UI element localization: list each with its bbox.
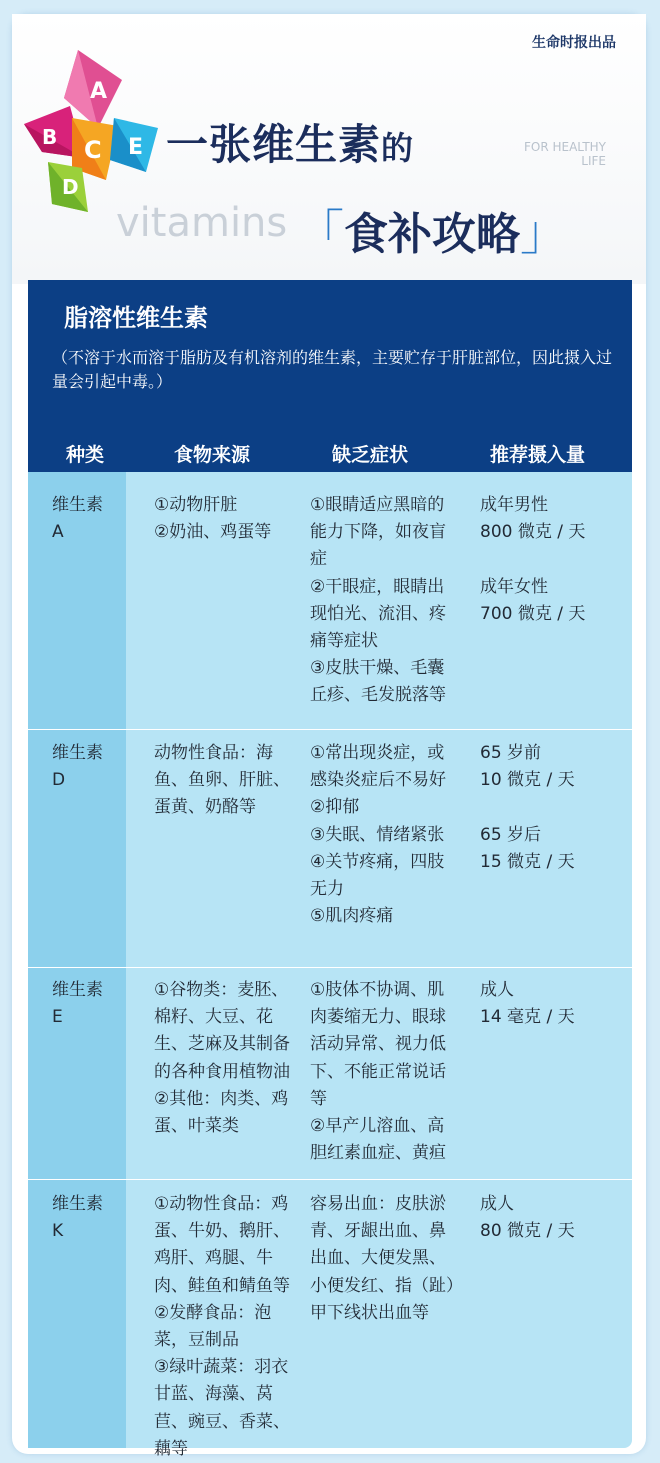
row-divider — [126, 967, 632, 968]
logo-letter-a: A — [90, 79, 108, 104]
column-header-symptoms: 缺乏症状 — [332, 444, 409, 466]
type-column-background — [28, 472, 126, 1448]
vitamin-prism-logo — [18, 40, 168, 210]
column-header-intake: 推荐摄入量 — [490, 444, 586, 466]
cell-food: 动物性食品：海鱼、鱼卵、肝脏、蛋黄、奶酪等 — [154, 743, 290, 818]
cell-type: 维生素 D — [52, 743, 103, 791]
vitamins-watermark: vitamins — [116, 200, 288, 246]
title-suffix: 的 — [381, 129, 415, 167]
title-subtitle-text: 食补攻略 — [344, 209, 521, 260]
vitamin-table — [28, 280, 632, 1459]
column-header-type: 种类 — [66, 444, 105, 466]
logo-letter-c: C — [84, 136, 102, 164]
row-divider — [126, 729, 632, 730]
english-tagline-2: LIFE — [581, 154, 606, 168]
logo-letter-b: B — [42, 125, 58, 149]
title-line-1 — [166, 112, 414, 172]
row-divider — [126, 1179, 632, 1180]
english-tagline-1: FOR HEALTHY — [523, 140, 606, 154]
cell-type: 维生素 E — [52, 980, 103, 1028]
cell-type: 维生素 A — [52, 495, 103, 543]
bracket-close: 」 — [520, 205, 569, 261]
cell-intake: 成人 14 毫克 / 天 — [480, 980, 575, 1028]
cell-symptoms: ①常出现炎症，或感染炎症后不易好 ②抑郁 ③失眠、情绪紧张 ④关节疼痛，四肢无力 ⑤肌肉疼痛 — [310, 743, 446, 927]
english-tagline — [516, 140, 606, 168]
logo-letter-d: D — [62, 175, 79, 199]
title-line-2 — [296, 194, 568, 263]
row-divider — [28, 1179, 126, 1180]
cell-symptoms: ①肢体不协调、肌肉萎缩无力、眼球活动异常、视力低下、不能正常说话等 ②早产儿溶血、高胆红素血症、黄疸 — [310, 980, 446, 1164]
column-header-food: 食物来源 — [174, 444, 251, 466]
cell-symptoms: 容易出血：皮肤淤青、牙龈出血、鼻出血、大便发黑、小便发红、指（趾）甲下线状出血等 — [310, 1194, 455, 1323]
cell-food: ①动物性食品：鸡蛋、牛奶、鹅肝、鸡肝、鸡腿、牛肉、鲑鱼和鲭鱼等 ②发酵食品：泡菜，豆制品 ③绿叶蔬菜：羽衣甘蓝、海藻、莴苣、豌豆、香菜、藕等 — [154, 1194, 290, 1459]
section-description: （不溶于水而溶于脂肪及有机溶剂的维生素，主要贮存于肝脏部位，因此摄入过量会引起中毒。） — [52, 348, 613, 391]
cell-symptoms: ①眼睛适应黑暗的能力下降，如夜盲症 ②干眼症，眼睛出现怕光、流泪、疼痛等症状 ③皮肤干燥、毛囊丘疹、毛发脱落等 — [310, 495, 446, 706]
cell-food: ①谷物类：麦胚、棉籽、大豆、花生、芝麻及其制备的各种食用植物油 ②其他：肉类、鸡蛋、叶菜类 — [154, 980, 290, 1137]
cell-intake: 成年男性 800 微克 / 天 成年女性 700 微克 / 天 — [480, 495, 586, 624]
logo-letter-e: E — [128, 135, 144, 160]
title-main-text: 一张维生素 — [166, 120, 382, 169]
cell-food: ①动物肝脏 ②奶油、鸡蛋等 — [154, 495, 272, 543]
section-title: 脂溶性维生素 — [64, 304, 208, 332]
publisher-label: 生命时报出品 — [532, 35, 616, 51]
row-divider — [28, 729, 126, 730]
row-divider — [28, 967, 126, 968]
bracket-open: 「 — [296, 205, 345, 261]
poster-card — [12, 14, 646, 1459]
cell-intake: 成人 80 微克 / 天 — [480, 1194, 575, 1242]
section-header — [28, 280, 632, 472]
cell-intake: 65 岁前 10 微克 / 天 65 岁后 15 微克 / 天 — [480, 743, 575, 872]
cell-type: 维生素 K — [52, 1194, 103, 1242]
